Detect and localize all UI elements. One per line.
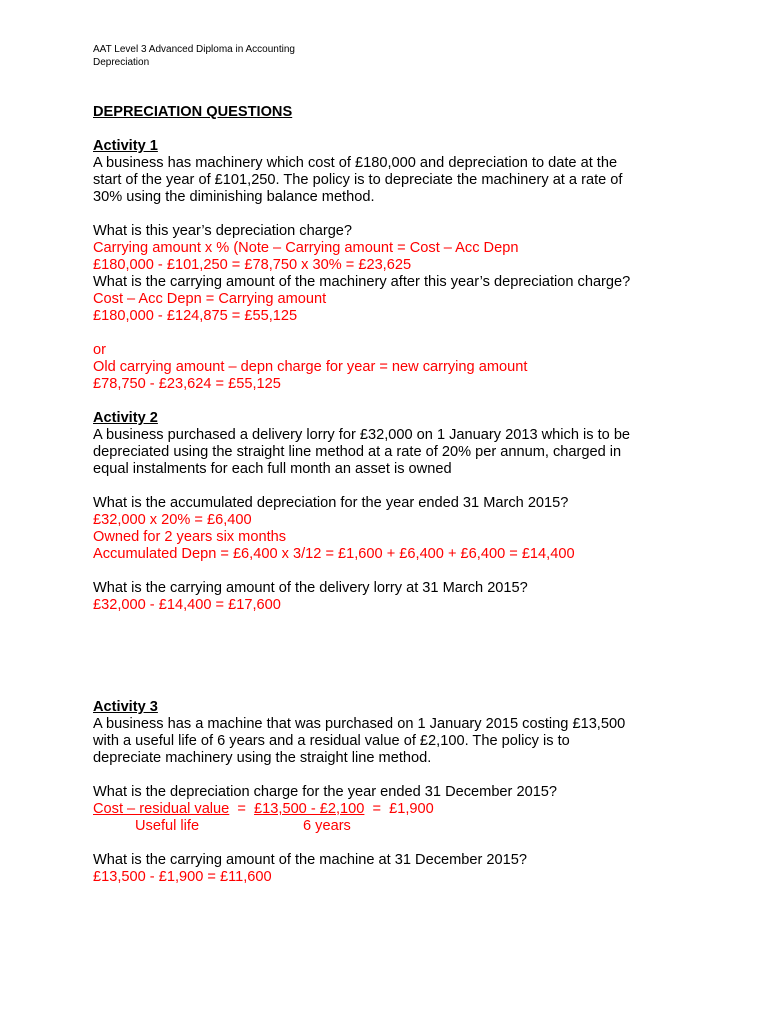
document-header xyxy=(93,43,295,69)
activity-1-question-line: A business has machinery which cost of £180,000 and depreciation to date at the xyxy=(93,155,618,171)
activity-1-q1: What is this year’s depreciation charge? xyxy=(93,223,353,239)
activity-2-question-line: equal instalments for each full month an asset is owned xyxy=(93,461,452,477)
activity-3-fraction-numerator xyxy=(93,801,733,818)
activity-1 xyxy=(93,138,733,393)
fraction-equals: = xyxy=(229,801,255,817)
activity-3-question-line: with a useful life of 6 years and a residual value of £2,100. The policy is to xyxy=(93,733,570,749)
activity-3-question-line: A business has a machine that was purchased on 1 January 2015 costing £13,500 xyxy=(93,716,626,732)
activity-1-heading: Activity 1 xyxy=(93,138,158,154)
activity-1-question-line: 30% using the diminishing balance method. xyxy=(93,189,375,205)
activity-3-fraction-denominator xyxy=(93,818,733,835)
activity-1-q2: What is the carrying amount of the machinery after this year’s depreciation charge? xyxy=(93,274,631,290)
activity-2-answer-line: Owned for 2 years six months xyxy=(93,529,287,545)
activity-1-answer-line: Old carrying amount – depn charge for year = new carrying amount xyxy=(93,359,528,375)
fraction-numerator-left: Cost – residual value xyxy=(93,801,230,817)
activity-1-question-line: start of the year of £101,250. The policy is to depreciate the machinery at a rate of xyxy=(93,172,623,188)
activity-1-answer-line: £78,750 - £23,624 = £55,125 xyxy=(93,376,281,392)
activity-1-answer-line: Cost – Acc Depn = Carrying amount xyxy=(93,291,327,307)
header-course-title: AAT Level 3 Advanced Diploma in Accounting xyxy=(93,44,295,55)
activity-3-q1: What is the depreciation charge for the year ended 31 December 2015? xyxy=(93,784,558,800)
activity-2-q1: What is the accumulated depreciation for the year ended 31 March 2015? xyxy=(93,495,569,511)
activity-2-heading: Activity 2 xyxy=(93,410,158,426)
activity-3 xyxy=(93,699,733,886)
activity-2 xyxy=(93,410,733,614)
header-topic: Depreciation xyxy=(93,57,150,68)
activity-1-answer-line: £180,000 - £101,250 = £78,750 x 30% = £23,625 xyxy=(93,257,412,273)
page-title: DEPRECIATION QUESTIONS xyxy=(93,104,293,120)
activity-2-answer-line: Accumulated Depn = £6,400 x 3/12 = £1,600 + £6,400 + £6,400 = £14,400 xyxy=(93,546,575,562)
activity-1-answer-line: £180,000 - £124,875 = £55,125 xyxy=(93,308,298,324)
activity-3-heading: Activity 3 xyxy=(93,699,158,715)
fraction-denominator-left: Useful life xyxy=(135,818,200,834)
fraction-result: = £1,900 xyxy=(364,801,434,817)
document-body xyxy=(93,104,733,886)
activity-2-question-line: A business purchased a delivery lorry for £32,000 on 1 January 2013 which is to be xyxy=(93,427,631,443)
activity-3-question-line: depreciate machinery using the straight line method. xyxy=(93,750,432,766)
fraction-numerator-right: £13,500 - £2,100 xyxy=(254,801,365,817)
activity-3-answer: £13,500 - £1,900 = £11,600 xyxy=(93,869,272,885)
activity-1-answer-line: Carrying amount x % (Note – Carrying amount = Cost – Acc Depn xyxy=(93,240,519,256)
fraction-denominator-right: 6 years xyxy=(303,818,351,834)
activity-2-answer: £32,000 - £14,400 = £17,600 xyxy=(93,597,281,613)
activity-2-answer-line: £32,000 x 20% = £6,400 xyxy=(93,512,252,528)
activity-3-q2: What is the carrying amount of the machine at 31 December 2015? xyxy=(93,852,527,868)
activity-2-question-line: depreciated using the straight line method at a rate of 20% per annum, charged in xyxy=(93,444,622,460)
activity-1-or: or xyxy=(93,342,106,358)
activity-2-q2: What is the carrying amount of the delivery lorry at 31 March 2015? xyxy=(93,580,528,596)
